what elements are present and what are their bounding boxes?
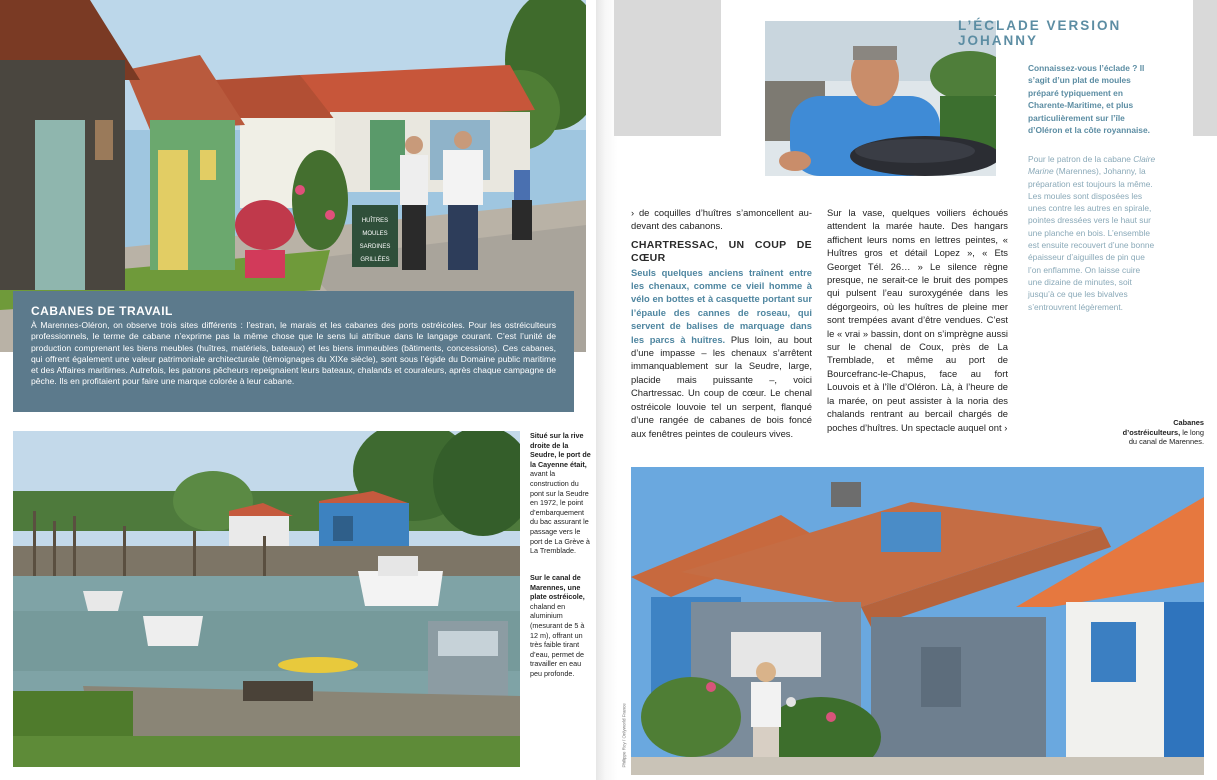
eclade-body-before: Pour le patron de la cabane — [1028, 154, 1134, 164]
right-caption-bold: Cabanes d’ostréiculteurs, — [1122, 418, 1204, 437]
sign-line-3: SARDINES — [359, 244, 391, 250]
article-column-1 — [631, 206, 812, 440]
article-column-2 — [827, 206, 1008, 434]
sign-line-2: MOULES — [362, 231, 388, 237]
cayenne-caption-text: avant la construction du pont sur la Seudre en 1972, le point d’embarquement du bac assurant le passage vers le port de La Grève à La Tremblade. — [530, 469, 590, 556]
photo-credit — [614, 690, 634, 770]
grey-panel-right — [1193, 0, 1217, 136]
oyster-cabins-photo — [631, 467, 1204, 775]
eclade-body — [1028, 153, 1156, 313]
canal-caption-bold: Sur le canal de Marennes, une plate ostréicole, — [530, 573, 585, 602]
eclade-title: L’ÉCLADE VERSION JOHANNY — [958, 18, 1122, 48]
photo-credit-text: Philippe Roy / Onlyworld France — [621, 703, 627, 768]
grey-panel-left — [614, 0, 721, 136]
cabanes-title: CABANES DE TRAVAIL — [31, 304, 173, 318]
cayenne-caption — [530, 431, 592, 556]
eclade-lead: Connaissez-vous l’éclade ? Il s’agit d’un plat de moules préparé typiquement en Charente-Maritime, et plus particulièrement sur l’île d’Oléron et la côte royannaise. — [1028, 63, 1150, 136]
sign-line-4: GRILLÉES — [360, 257, 390, 263]
cabanes-body: À Marennes-Oléron, on observe trois sites différents : l’estran, le marais et les cabanes des ports ostréicoles. Pour les ostréiculteurs professionnels, le terme de cabane n’exprime pas la même chose que le sens lui attribue dans le langage courant. C’est l’unité de production comprenant les biens meubles (huîtres, matériels, bateaux) et les biens immeubles (bâtiments, concessions). Ces cabanes, qui offrent également une valeur patrimoniale architecturale (témoignages du XIXe siècle), sont sous l’égide du Domaine public maritime et des Affaires maritimes. Autrefois, les patrons pêcheurs repeignaient leurs bateaux, chalands et couraleurs, après chaque campagne de pêche. Ils en profitaient pour faire une marque colorée à leur cabane. — [31, 320, 556, 387]
cabanes-ostreiculteurs-caption — [1118, 418, 1204, 447]
cayenne-harbor-photo — [13, 431, 520, 767]
chartressac-heading: CHARTRESSAC, UN COUP DE CŒUR — [631, 238, 812, 265]
eclade-body-after: (Marennes), Johanny, la préparation est toujours la même. Les moules sont disposées les unes contre les autres en spirale, pointes dressées vers le haut sur une planche en bois. L’ensemble est ensuite recouvert d’une bonne épaisseur d’aiguilles de pin que l’on enflamme. On laisse cuire une dizaine de minutes, soit jusqu’à ce que les bivalves s’entrouvrent légèrement. — [1028, 166, 1155, 312]
sign-line-1: HUÎTRES — [361, 218, 389, 224]
right-caption-text: le long du canal de Marennes. — [1128, 427, 1204, 447]
col1-top: › de coquilles d’huîtres s’amoncellent au-devant des cabanons. — [631, 207, 812, 232]
cayenne-caption-bold: Situé sur la rive droite de la Seudre, le port de la Cayenne était, — [530, 431, 591, 469]
chartressac-lead: Seuls quelques anciens traînent entre les chenaux, comme ce vieil homme à vélo en bottes et à casquette portant sur l’épaule des cannes de roseau, qui servent de balises de marquage dans les parcs à huîtres. — [631, 266, 812, 345]
cabanes-de-travail-box — [13, 291, 574, 412]
canal-caption-text: chaland en aluminium (mesurant de 5 à 12 m), offrant un très faible tirant d’eau, permet de travailler en eau peu profonde. — [530, 601, 585, 678]
canal-caption — [530, 573, 592, 679]
eclade-body-italic: Claire Marine — [1028, 154, 1156, 177]
col2-body: Sur la vase, quelques voiliers échoués attendent la marée haute. Des hangars affichent leurs noms en lettres peintes, « Huîtres gros et détail Lopez », « Ets Georget Tél. 26… » Le silence règne presque, ne serait-ce le bruit des pompes qui pulsent l’eau suroxygénée dans les dégorgeoirs, où les huîtres de pleine mer sont trempées avant d’être vendues. C’est le « vrai » bassin, dont on s’imprègne aussi sur le chenal de Coux, près de La Tremblade, et même au port de Bourcefranc-le-Chapus, face au fort Louvois et à l’île d’Oléron. Là, à l’heure de la marée, on peut assister à la noria des chalands rentrant au bercail chargés de poches d’huîtres. Un spectacle auquel ont › — [827, 207, 1008, 433]
chartressac-body: Plus loin, au bout d’une impasse – les chenaux s’arrêtent immanquablement sur la Seudre, large, placide mais puissante –, voici Chartressac. Un coup de cœur. Le chenal ostréicole louvoie tel un serpent, flanqué d’une rangée de cabanes de bois foncé aux fenêtres peintes de couleurs vives. — [631, 333, 812, 439]
